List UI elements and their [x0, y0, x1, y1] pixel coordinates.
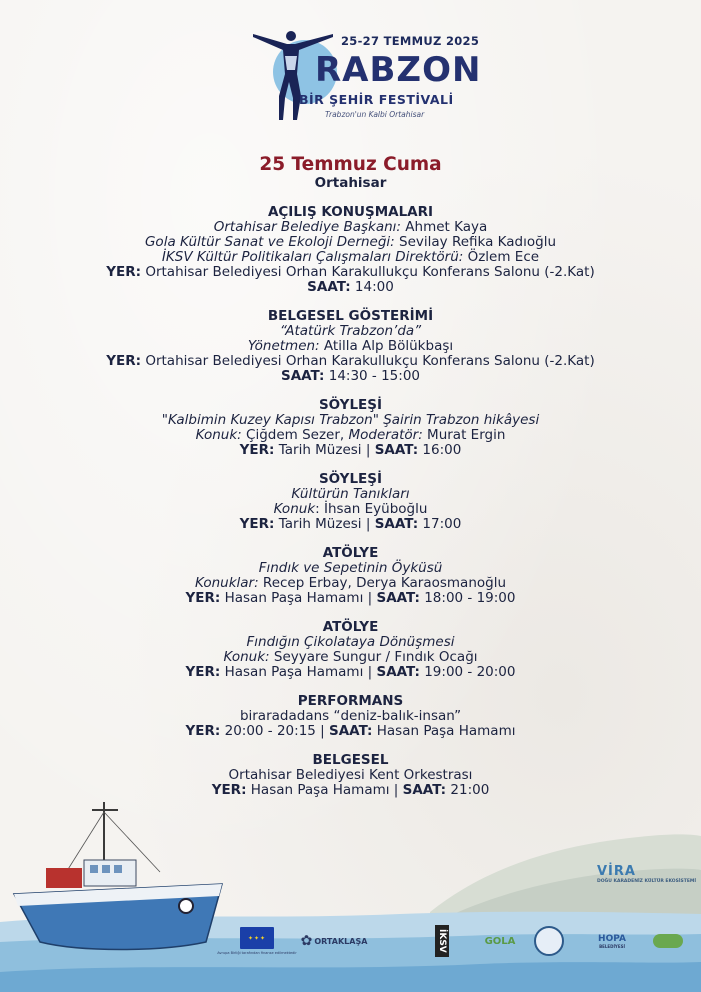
event-heading: AÇILIŞ KONUŞMALARI [267, 204, 434, 220]
venue-label: YER: [185, 664, 221, 680]
speaker-role: Gola Kültür Sanat ve Ekoloji Derneği: [144, 234, 395, 250]
venue-time-line [0, 443, 701, 458]
venue-value: Ortahisar Belediyesi Orhan Karakullukçu Konferans Salonu (-2.Kat) [141, 264, 595, 280]
ortaklasa-text: ORTAKLAŞA [314, 936, 368, 946]
guest-line [0, 650, 701, 665]
venue-label: YER: [185, 723, 221, 739]
guest-line [0, 576, 701, 591]
venue-label: YER: [239, 516, 275, 532]
ortaklasa-logo [294, 924, 374, 958]
event-performance [0, 694, 701, 739]
event-title: Fındık ve Sepetinin Öyküsü [258, 560, 443, 576]
time-line [0, 280, 701, 295]
guest-name: Seyyare Sungur / Fındık Ocağı [269, 649, 478, 665]
event-workshop-1 [0, 546, 701, 606]
venue-value: Ortahisar Belediyesi Orhan Karakullukçu Konferans Salonu (-2.Kat) [141, 353, 595, 369]
time-value: 17:00 [418, 516, 462, 532]
time-label: SAAT: [376, 664, 420, 680]
time-label: SAAT: [402, 782, 447, 798]
event-heading: SÖYLEŞİ [318, 397, 383, 413]
speaker-name: Ahmet Kaya [400, 219, 488, 235]
event-documentary-screening [0, 309, 701, 384]
eu-flag-icon [240, 927, 274, 949]
event-talk-2 [0, 472, 701, 532]
event-heading: ATÖLYE [322, 545, 379, 561]
event-heading: BELGESEL GÖSTERİMİ [267, 308, 434, 324]
time-value: 19:00 - 20:00 [419, 664, 516, 680]
guest-line [0, 502, 701, 517]
seal-icon [534, 926, 564, 956]
speaker-name: Özlem Ece [463, 249, 540, 265]
venue-time-line [0, 724, 701, 739]
event-opening [0, 205, 701, 295]
time-value: 18:00 - 19:00 [419, 590, 516, 606]
green-badge-icon [653, 934, 683, 948]
time-label: SAAT: [329, 723, 373, 739]
venue-label: YER: [106, 353, 142, 369]
festival-title: RABZON [315, 50, 482, 90]
iksv-logo [422, 924, 462, 958]
guest-line [0, 428, 701, 443]
venue-time-line [0, 517, 701, 532]
event-heading: BELGESEL [312, 752, 389, 768]
eu-caption: Avrupa Birliği tarafından finanse edilmektedir [217, 951, 297, 955]
program [0, 154, 701, 812]
speaker-line [0, 250, 701, 265]
time-value: Hasan Paşa Hamamı [372, 723, 516, 739]
venue-value: Hasan Paşa Hamamı | [220, 664, 377, 680]
hopa-subtext: BELEDİYESİ [599, 943, 625, 949]
venue-label: YER: [106, 264, 142, 280]
day-title: 25 Temmuz Cuma [259, 154, 442, 175]
time-label: SAAT: [280, 368, 325, 384]
event-title: “Atatürk Trabzon’da” [279, 323, 422, 339]
event-workshop-2 [0, 620, 701, 680]
hopa-logo [582, 924, 642, 958]
event-heading: PERFORMANS [297, 693, 404, 709]
time-label: SAAT: [374, 442, 419, 458]
vira-logo [597, 864, 696, 884]
festival-subtitle: BİR ŞEHİR FESTİVALİ [299, 92, 454, 107]
venue-time-line [0, 783, 701, 798]
sponsor-logos [217, 924, 692, 964]
venue-value: Hasan Paşa Hamamı | [220, 590, 377, 606]
guest-name: Çiğdem Sezer, [241, 427, 349, 443]
time-label: SAAT: [307, 279, 351, 295]
venue-time-line [0, 665, 701, 680]
event-heading: ATÖLYE [322, 619, 379, 635]
director-role: Yönetmen: [247, 338, 320, 354]
director-name: Atilla Alp Bölükbaşı [319, 338, 454, 354]
time-line [0, 369, 701, 384]
gola-logo [478, 924, 522, 958]
festival-logo [245, 26, 482, 126]
venue-value: 20:00 - 20:15 | [220, 723, 329, 739]
speaker-line [0, 220, 701, 235]
director-line [0, 339, 701, 354]
guest-role: Konuk: [223, 649, 270, 665]
iksv-text: İKSV [435, 925, 449, 957]
hopa-text: HOPA [598, 933, 626, 944]
moderator-role: Moderatör: [348, 427, 423, 443]
guest-name: Recep Erbay, Derya Karaosmanoğlu [258, 575, 507, 591]
guest-role: Konuk [273, 501, 316, 517]
event-title: Fındığın Çikolataya Dönüşmesi [246, 634, 455, 650]
venue-value: Tarih Müzesi | [274, 516, 375, 532]
festival-date: 25-27 TEMMUZ 2025 [341, 34, 480, 48]
eu-logo [217, 924, 297, 958]
venue-time-line [0, 591, 701, 606]
venue-label: YER: [211, 782, 247, 798]
time-value: 14:30 - 15:00 [324, 368, 420, 384]
time-value: 16:00 [418, 442, 462, 458]
gola-text: GOLA [484, 935, 516, 947]
vira-subtitle: DOĞU KARADENİZ KÜLTÜR EKOSİSTEMİ [597, 879, 697, 884]
guest-role: Konuk: [195, 427, 242, 443]
speaker-line [0, 235, 701, 250]
venue-label: YER: [239, 442, 275, 458]
time-value: 21:00 [446, 782, 490, 798]
event-heading: SÖYLEŞİ [318, 471, 383, 487]
venue-value: Tarih Müzesi | [274, 442, 375, 458]
time-value: 14:00 [350, 279, 394, 295]
day-location: Ortahisar [314, 175, 387, 191]
event-title: "Kalbimin Kuzey Kapısı Trabzon" Şairin Trabzon hikâyesi [161, 412, 540, 428]
venue-value: Hasan Paşa Hamamı | [246, 782, 403, 798]
venue-line [0, 265, 701, 280]
venue-line [0, 354, 701, 369]
fishing-boat [14, 802, 222, 950]
speaker-role: Ortahisar Belediye Başkanı: [213, 219, 401, 235]
event-talk-1 [0, 398, 701, 458]
speaker-role: İKSV Kültür Politikaları Çalışmaları Direktörü: [161, 249, 464, 265]
time-label: SAAT: [376, 590, 420, 606]
event-title: Ortahisar Belediyesi Kent Orkestrası [228, 767, 473, 783]
speaker-name: Sevilay Refika Kadıoğlu [394, 234, 557, 250]
vira-title: VİRA [597, 864, 636, 879]
festival-tagline: Trabzon'un Kalbi Ortahisar [325, 110, 425, 119]
event-title: biraradadans “deniz-balık-insan” [239, 708, 462, 724]
event-title: Kültürün Tanıkları [291, 486, 410, 502]
green-logo [650, 924, 686, 958]
venue-label: YER: [185, 590, 221, 606]
time-label: SAAT: [374, 516, 419, 532]
ortaklasa-icon: ✿ [300, 933, 313, 949]
guest-name: : İhsan Eyüboğlu [315, 501, 428, 517]
municipality-seal [532, 924, 566, 958]
guest-role: Konuklar: [194, 575, 259, 591]
moderator-name: Murat Ergin [422, 427, 506, 443]
event-documentary [0, 753, 701, 798]
